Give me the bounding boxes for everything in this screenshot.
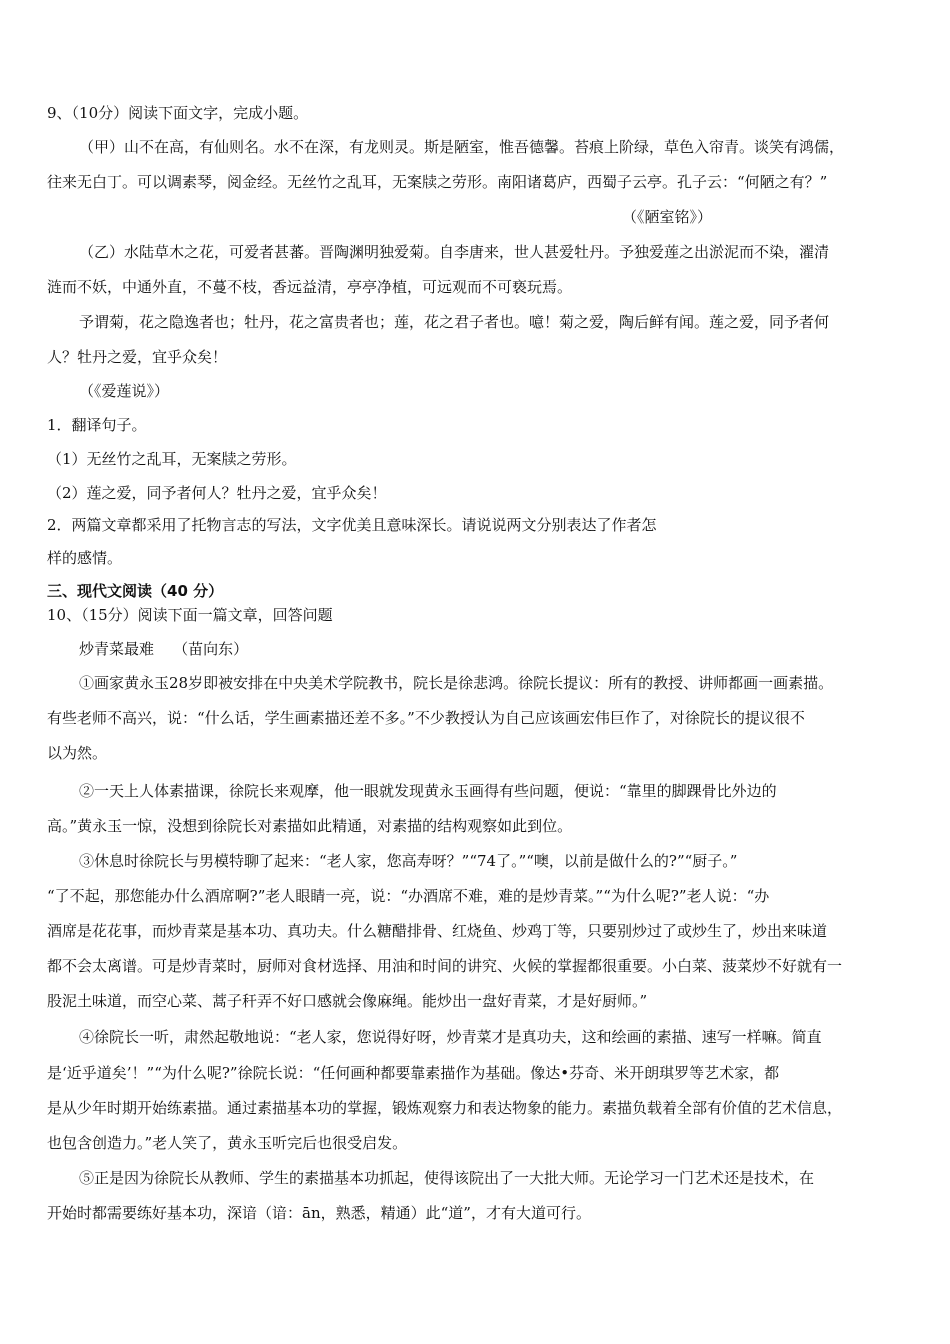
para-3-line-2: “了不起，那您能办什么酒席啊?”老人眼睛一亮，说：“办酒席不难，难的是炒青菜。”“为什么呢?”老人说：“办: [47, 887, 770, 905]
jia-line-1: （甲）山不在高，有仙则名。水不在深，有龙则灵。斯是陋室，惟吾德馨。苔痕上阶绿，草色入帘青。谈笑有鸿儒，: [79, 138, 845, 156]
q10-heading: 10、（15分）阅读下面一篇文章，回答问题: [47, 606, 333, 624]
para-1-line-2: 有些老师不高兴，说：“什么话，学生画素描还差不多。”不少教授认为自己应该画宏伟巨作了，对徐院长的提议很不: [47, 709, 805, 727]
para-4-line-1: ④徐院长一听，肃然起敬地说：“老人家，您说得好呀，炒青菜才是真功夫，这和绘画的素描、速写一样嘛。简直: [79, 1028, 822, 1046]
para-4-line-2: 是‘近乎道矣’！”“为什么呢?”徐院长说：“任何画种都要靠素描作为基础。像达•芬奇、米开朗琪罗等艺术家，都: [47, 1064, 780, 1082]
para-3-line-3: 酒席是花花事，而炒青菜是基本功、真功夫。什么糖醋排骨、红烧鱼、炒鸡丁等，只要别炒过了或炒生了，炒出来味道: [47, 922, 828, 940]
yi-line-2: 涟而不妖，中通外直，不蔓不枝，香远益清，亭亭净植，可远观而不可亵玩焉。: [47, 278, 573, 296]
para-1-line-1: ①画家黄永玉28岁即被安排在中央美术学院教书，院长是徐悲鸿。徐院长提议：所有的教授、讲师都画一画素描。: [79, 674, 834, 692]
para-3-line-4: 都不会太离谱。可是炒青菜时，厨师对食材选择、用油和时间的讲究、火候的掌握都很重要。小白菜、菠菜炒不好就有一: [47, 957, 843, 975]
sub-question-1: 1．翻译句子。: [47, 416, 147, 434]
para-3-line-5: 股泥土味道，而空心菜、蒿子秆弄不好口感就会像麻绳。能炒出一盘好青菜，才是好厨师。”: [47, 992, 648, 1010]
sub-question-1b: （2）莲之爱，同予者何人？牡丹之爱，宜乎众矣！: [47, 484, 387, 502]
para-4-line-4: 也包含创造力。”老人笑了，黄永玉听完后也很受启发。: [47, 1134, 408, 1152]
para-2-line-1: ②一天上人体素描课，徐院长来观摩，他一眼就发现黄永玉画得有些问题，便说：“靠里的脚踝骨比外边的: [79, 782, 777, 800]
jia-line-2: 往来无白丁。可以调素琴，阅金经。无丝竹之乱耳，无案牍之劳形。南阳诸葛庐，西蜀子云亭。孔子云：“何陋之有？”: [47, 173, 828, 191]
para-2-line-2: 高。”黄永玉一惊，没想到徐院长对素描如此精通，对素描的结构观察如此到位。: [47, 817, 573, 835]
yi-source: （《爱莲说》）: [79, 382, 170, 400]
para-5-line-2: 开始时都需要练好基本功，深谙（谙：ān，熟悉，精通）此“道”，才有大道可行。: [47, 1204, 591, 1222]
article-title: 炒青菜最难 （苗向东）: [79, 640, 249, 658]
section-3-heading: 三、现代文阅读（40 分）: [47, 582, 224, 600]
sub-question-2-line-1: 2．两篇文章都采用了托物言志的写法，文字优美且意味深长。请说说两文分别表达了作者怎: [47, 516, 657, 534]
para-1-line-3: 以为然。: [47, 744, 108, 762]
yi-line-4: 人？牡丹之爱，宜乎众矣！: [47, 348, 228, 366]
sub-question-1a: （1）无丝竹之乱耳，无案牍之劳形。: [47, 450, 297, 468]
sub-question-2-line-2: 样的感情。: [47, 549, 123, 567]
yi-line-1: （乙）水陆草木之花，可爱者甚蕃。晋陶渊明独爱菊。自李唐来，世人甚爱牡丹。予独爱莲之出淤泥而不染，濯清: [79, 243, 830, 261]
para-4-line-3: 是从少年时期开始练素描。通过素描基本功的掌握，锻炼观察力和表达物象的能力。素描负载着全部有价值的艺术信息，: [47, 1099, 843, 1117]
q9-heading: 9、（10分）阅读下面文字，完成小题。: [47, 104, 309, 122]
yi-line-3: 予谓菊，花之隐逸者也；牡丹，花之富贵者也；莲，花之君子者也。噫！菊之爱，陶后鲜有闻。莲之爱，同予者何: [79, 313, 830, 331]
para-3-line-1: ③休息时徐院长与男模特聊了起来：“老人家，您高寿呀？”“74了。”“噢，以前是做什么的?”“厨子。”: [79, 852, 738, 870]
jia-source: （《陋室铭》）: [622, 208, 713, 226]
para-5-line-1: ⑤正是因为徐院长从教师、学生的素描基本功抓起，使得该院出了一大批大师。无论学习一门艺术还是技术，在: [79, 1169, 815, 1187]
